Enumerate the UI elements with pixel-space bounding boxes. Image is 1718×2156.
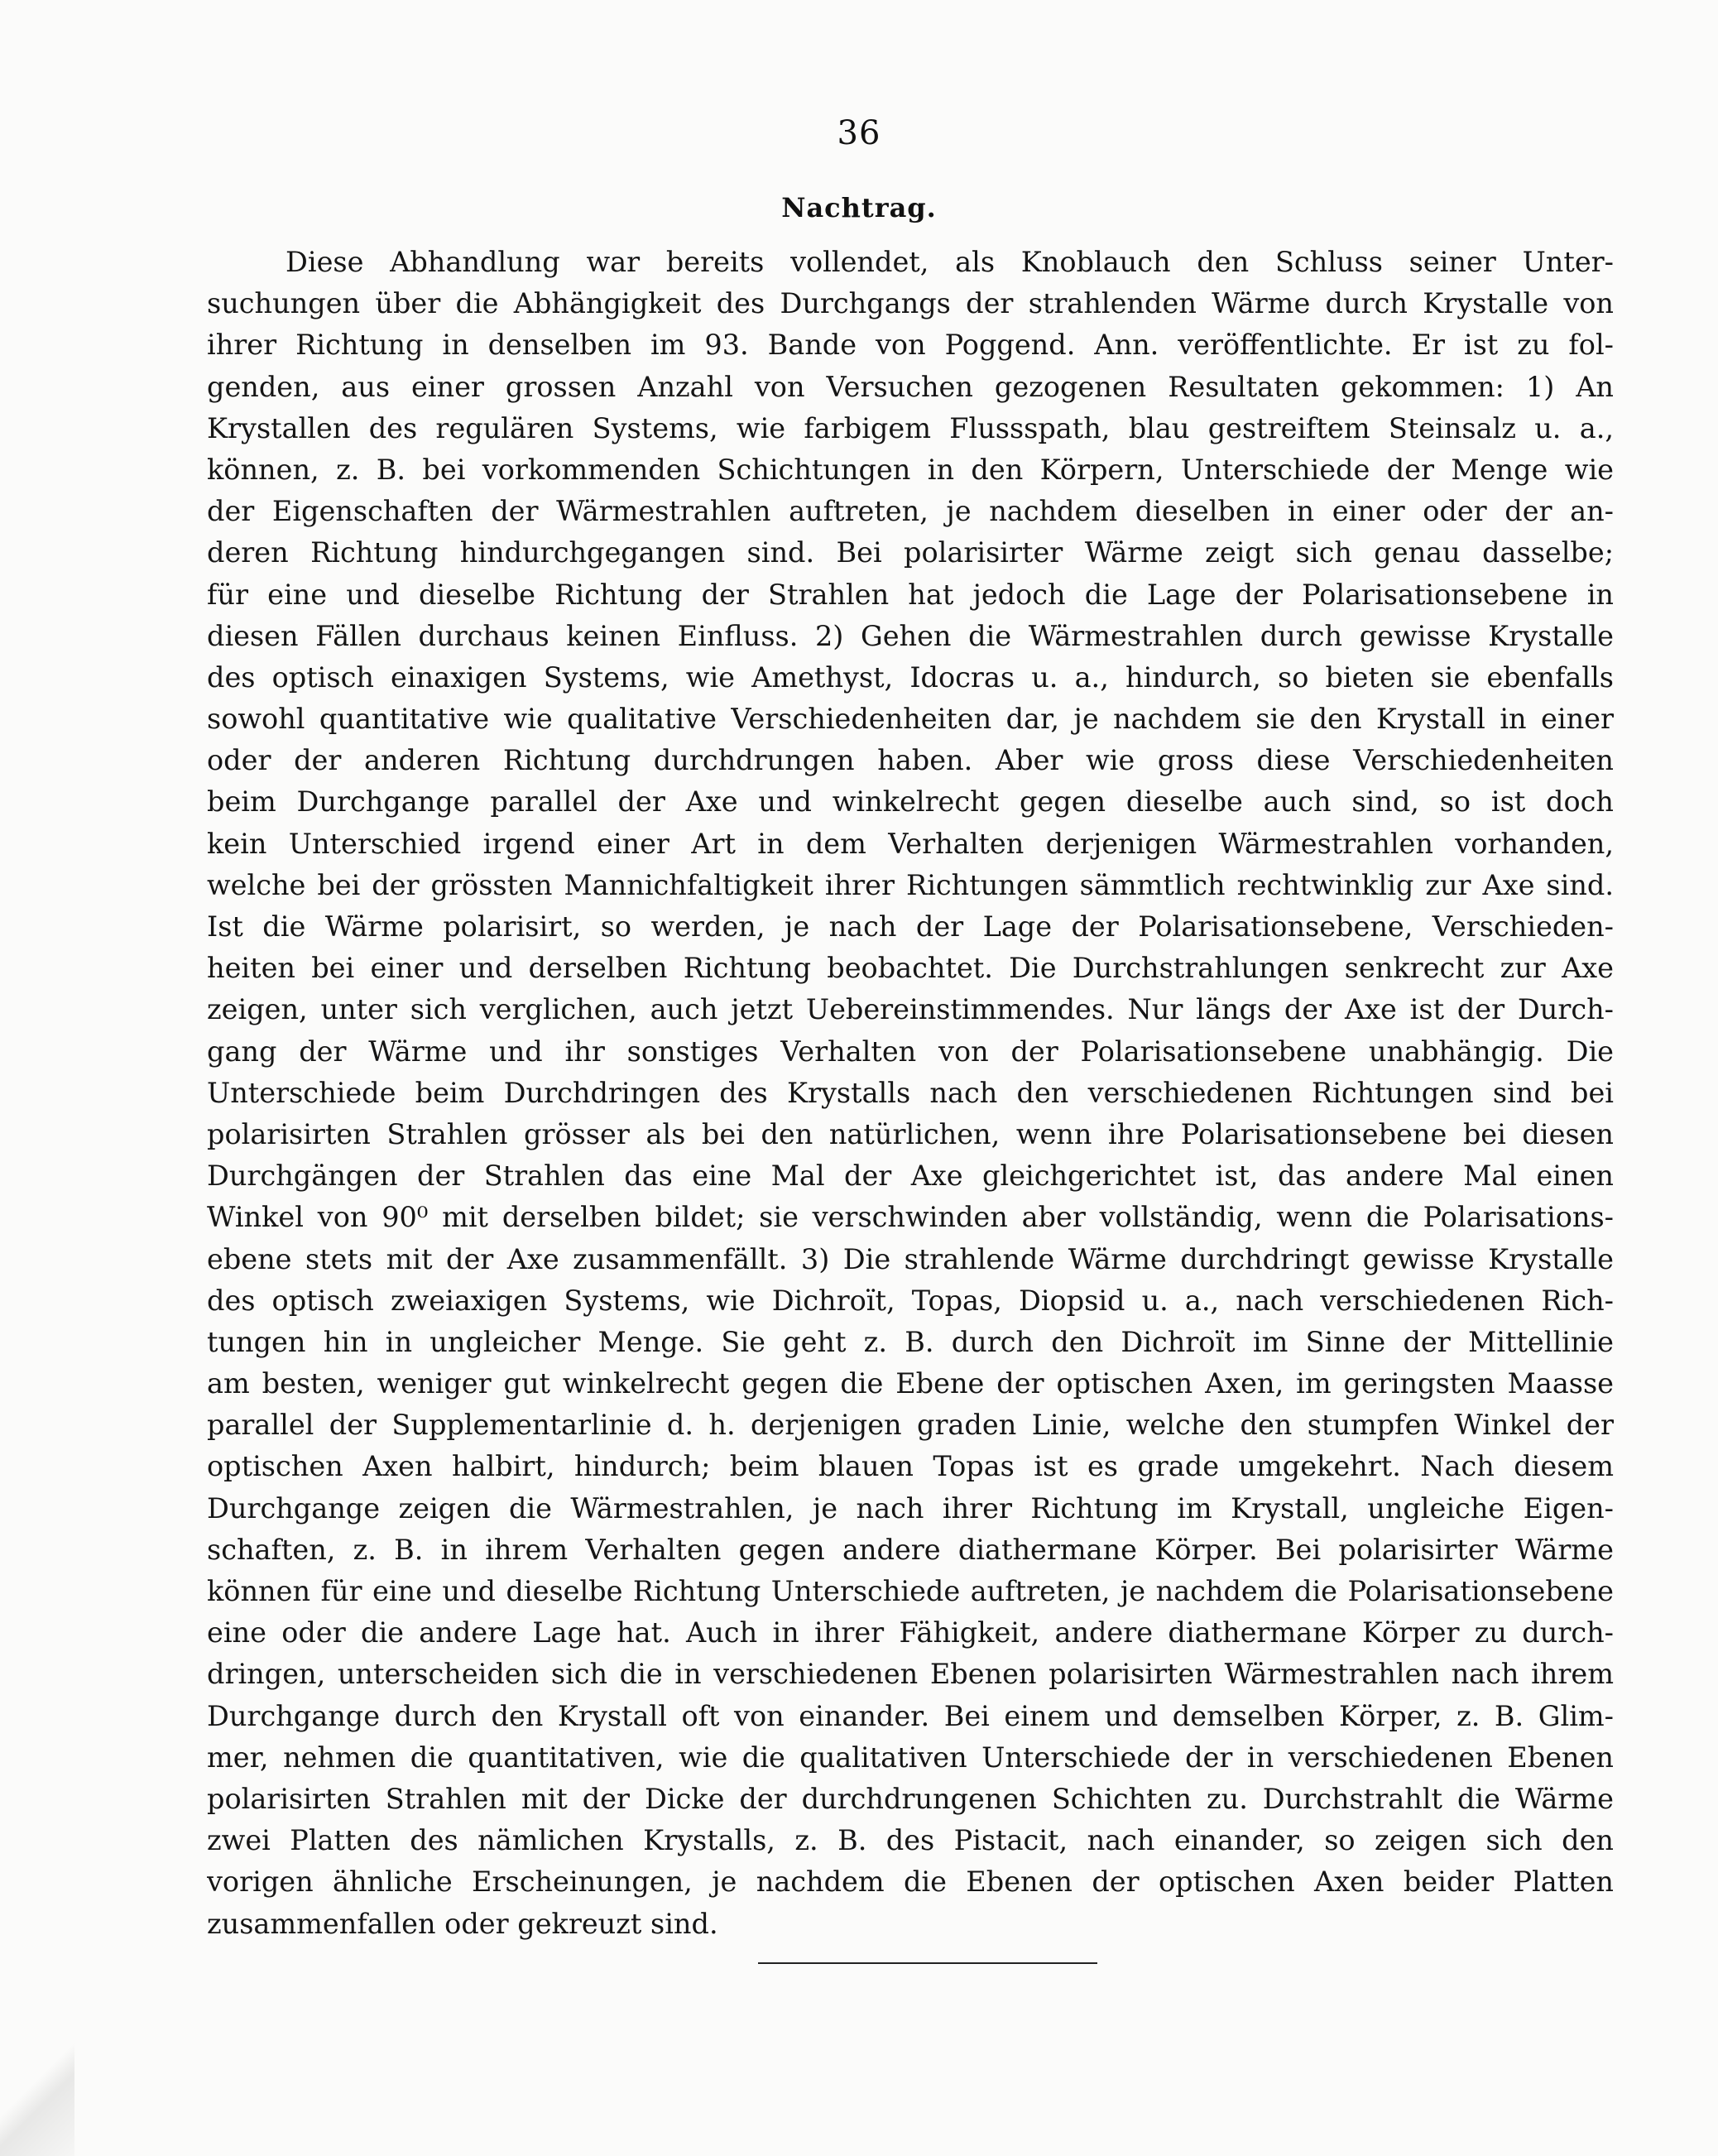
text-line: können für eine und dieselbe Richtung Unterschiede auftreten, je nachdem die Polarisationsebene bbox=[207, 1575, 1614, 1607]
text-line: heiten bei einer und derselben Richtung beobachtet. Die Durchstrahlungen senkrecht zur Axe bbox=[207, 952, 1614, 985]
text-line: oder der anderen Richtung durchdrungen haben. Aber wie gross diese Verschiedenheiten bbox=[207, 744, 1614, 777]
text-line: mer, nehmen die quantitativen, wie die qualitativen Unterschiede der in verschiedenen Ebenen bbox=[207, 1741, 1614, 1774]
text-line: welche bei der grössten Mannichfaltigkeit ihrer Richtungen sämmtlich rechtwinklig zur Axe sind. bbox=[207, 868, 1614, 901]
text-line: zusammenfallen oder gekreuzt sind. bbox=[207, 1907, 718, 1940]
text-line: deren Richtung hindurchgegangen sind. Bei polarisirter Wärme zeigt sich genau dasselbe; bbox=[207, 536, 1614, 569]
text-line: Durchgängen der Strahlen das eine Mal der Axe gleichgerichtet ist, das andere Mal einen bbox=[207, 1160, 1614, 1193]
text-line: beim Durchgange parallel der Axe und winkelrecht gegen dieselbe auch sind, so ist doch bbox=[207, 785, 1614, 819]
text-line: genden, aus einer grossen Anzahl von Versuchen gezogenen Resultaten gekommen: 1) An bbox=[207, 370, 1614, 403]
text-line: ebene stets mit der Axe zusammenfällt. 3) Die strahlende Wärme durchdringt gewisse Krystalle bbox=[207, 1242, 1614, 1275]
text-line: des optisch einaxigen Systems, wie Amethyst, Idocras u. a., hindurch, so bieten sie ebenfalls bbox=[207, 660, 1614, 694]
closing-rule bbox=[758, 1962, 1097, 1964]
text-line: suchungen über die Abhängigkeit des Durchgangs der strahlenden Wärme durch Krystalle von bbox=[207, 287, 1614, 320]
text-line: zeigen, unter sich verglichen, auch jetzt Uebereinstimmendes. Nur längs der Axe ist der Durch- bbox=[207, 993, 1614, 1026]
text-line: dringen, unterscheiden sich die in verschiedenen Ebenen polarisirten Wärmestrahlen nach ihrem bbox=[207, 1658, 1614, 1691]
text-line: können, z. B. bei vorkommenden Schichtungen in den Körpern, Unterschiede der Menge wie bbox=[207, 453, 1614, 486]
text-line: ihrer Richtung in denselben im 93. Bande von Poggend. Ann. veröffentlichte. Er ist zu fol- bbox=[207, 329, 1614, 362]
text-line: kein Unterschied irgend einer Art in dem Verhalten derjenigen Wärmestrahlen vorhanden, bbox=[207, 827, 1614, 860]
text-line: am besten, weniger gut winkelrecht gegen die Ebene der optischen Axen, im geringsten Maasse bbox=[207, 1367, 1614, 1400]
text-line: des optisch zweiaxigen Systems, wie Dichroït, Topas, Diopsid u. a., nach verschiedenen Rich- bbox=[207, 1284, 1614, 1317]
text-line: optischen Axen halbirt, hindurch; beim blauen Topas ist es grade umgekehrt. Nach diesem bbox=[207, 1450, 1614, 1483]
text-line: zwei Platten des nämlichen Krystalls, z. B. des Pistacit, nach einander, so zeigen sich den bbox=[207, 1824, 1614, 1857]
page-corner-shadow bbox=[0, 2024, 74, 2156]
page-number: 36 bbox=[837, 114, 881, 152]
text-line: tungen hin in ungleicher Menge. Sie geht z. B. durch den Dichroït im Sinne der Mittellinie bbox=[207, 1325, 1614, 1358]
text-line: gang der Wärme und ihr sonstiges Verhalten von der Polarisationsebene unabhängig. Die bbox=[207, 1035, 1614, 1068]
text-line: für eine und dieselbe Richtung der Strahlen hat jedoch die Lage der Polarisationsebene in bbox=[207, 578, 1614, 611]
text-line: polarisirten Strahlen grösser als bei den natürlichen, wenn ihre Polarisationsebene bei diesen bbox=[207, 1117, 1614, 1150]
text-line: eine oder die andere Lage hat. Auch in ihrer Fähigkeit, andere diathermane Körper zu durch- bbox=[207, 1616, 1614, 1649]
text-line: parallel der Supplementarlinie d. h. derjenigen graden Linie, welche den stumpfen Winkel der bbox=[207, 1409, 1614, 1442]
text-line: der Eigenschaften der Wärmestrahlen auftreten, je nachdem dieselben in einer oder der an- bbox=[207, 495, 1614, 528]
text-line: vorigen ähnliche Erscheinungen, je nachdem die Ebenen der optischen Axen beider Platten bbox=[207, 1865, 1614, 1899]
text-line: Durchgange durch den Krystall oft von einander. Bei einem und demselben Körper, z. B. Glim- bbox=[207, 1699, 1614, 1732]
text-line: polarisirten Strahlen mit der Dicke der durchdrungenen Schichten zu. Durchstrahlt die Wärme bbox=[207, 1782, 1614, 1815]
body-paragraph bbox=[207, 242, 1614, 1945]
text-line: Unterschiede beim Durchdringen des Krystalls nach den verschiedenen Richtungen sind bei bbox=[207, 1076, 1614, 1109]
text-line: schaften, z. B. in ihrem Verhalten gegen andere diathermane Körper. Bei polarisirter Wärme bbox=[207, 1533, 1614, 1566]
text-line: Diese Abhandlung war bereits vollendet, als Knoblauch den Schluss seiner Unter- bbox=[286, 246, 1614, 278]
text-line: diesen Fällen durchaus keinen Einfluss. 2) Gehen die Wärmestrahlen durch gewisse Krystalle bbox=[207, 619, 1614, 652]
section-title: Nachtrag. bbox=[781, 192, 937, 223]
text-line: Krystallen des regulären Systems, wie farbigem Flussspath, blau gestreiftem Steinsalz u. a., bbox=[207, 411, 1614, 444]
text-line: Winkel von 90⁰ mit derselben bildet; sie verschwinden aber vollständig, wenn die Polarisations- bbox=[207, 1201, 1614, 1234]
text-line: Ist die Wärme polarisirt, so werden, je nach der Lage der Polarisationsebene, Verschieden- bbox=[207, 910, 1614, 943]
text-line: Durchgange zeigen die Wärmestrahlen, je nach ihrer Richtung im Krystall, ungleiche Eigen- bbox=[207, 1491, 1614, 1525]
text-line: sowohl quantitative wie qualitative Verschiedenheiten dar, je nachdem sie den Krystall in einer bbox=[207, 703, 1614, 736]
